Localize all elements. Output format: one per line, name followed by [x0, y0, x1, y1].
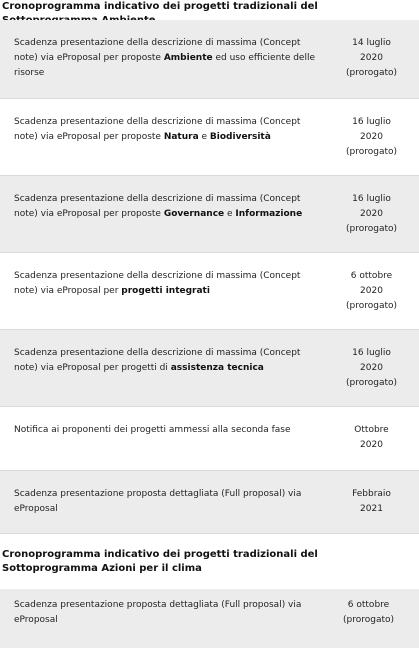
table-row [0, 589, 419, 648]
table-row [0, 471, 419, 534]
row-description: Scadenza presentazione della descrizione di massima (Concept note) via eProposal per progetti di assistenza tecnica [14, 348, 301, 373]
row-description: Scadenza presentazione proposta dettagliata (Full proposal) via eProposal [14, 600, 302, 625]
section-title-azioni-clima: Cronoprogramma indicativo dei progetti tradizionali del Sottoprogramma Azioni per il clima [2, 549, 318, 574]
table-row [0, 253, 419, 330]
row-description: Scadenza presentazione della descrizione di massima (Concept note) via eProposal per progetti integrati [14, 271, 301, 296]
row-date: 6 ottobre (prorogato) [342, 600, 395, 625]
table-row [0, 20, 419, 99]
row-date: 16 luglio 2020 (prorogato) [345, 117, 398, 157]
table-row [0, 407, 419, 471]
schedule-table-clima [0, 589, 419, 648]
row-description: Scadenza presentazione proposta dettagliata (Full proposal) via eProposal [14, 489, 302, 514]
row-description: Scadenza presentazione della descrizione di massima (Concept note) via eProposal per proposte Natura e Biodiversità [14, 117, 301, 142]
row-date: 16 luglio 2020 (prorogato) [345, 194, 398, 234]
table-row [0, 330, 419, 407]
schedule-table-ambiente [0, 20, 419, 534]
row-date: Ottobre 2020 [354, 425, 389, 450]
row-date: 6 ottobre 2020 (prorogato) [345, 271, 398, 311]
row-date: 14 luglio 2020 (prorogato) [345, 38, 398, 78]
table-row [0, 99, 419, 176]
row-description: Scadenza presentazione della descrizione di massima (Concept note) via eProposal per proposte Ambiente ed uso efficiente delle risorse [14, 38, 315, 78]
row-description: Scadenza presentazione della descrizione di massima (Concept note) via eProposal per proposte Governance e Informazione [14, 194, 303, 219]
table-row [0, 176, 419, 253]
row-date: Febbraio 2021 [352, 489, 391, 514]
row-description: Notifica ai proponenti dei progetti ammessi alla seconda fase [14, 425, 291, 435]
section-title-ambiente: Cronoprogramma indicativo dei progetti tradizionali del [2, 1, 318, 12]
row-date: 16 luglio 2020 (prorogato) [345, 348, 398, 388]
